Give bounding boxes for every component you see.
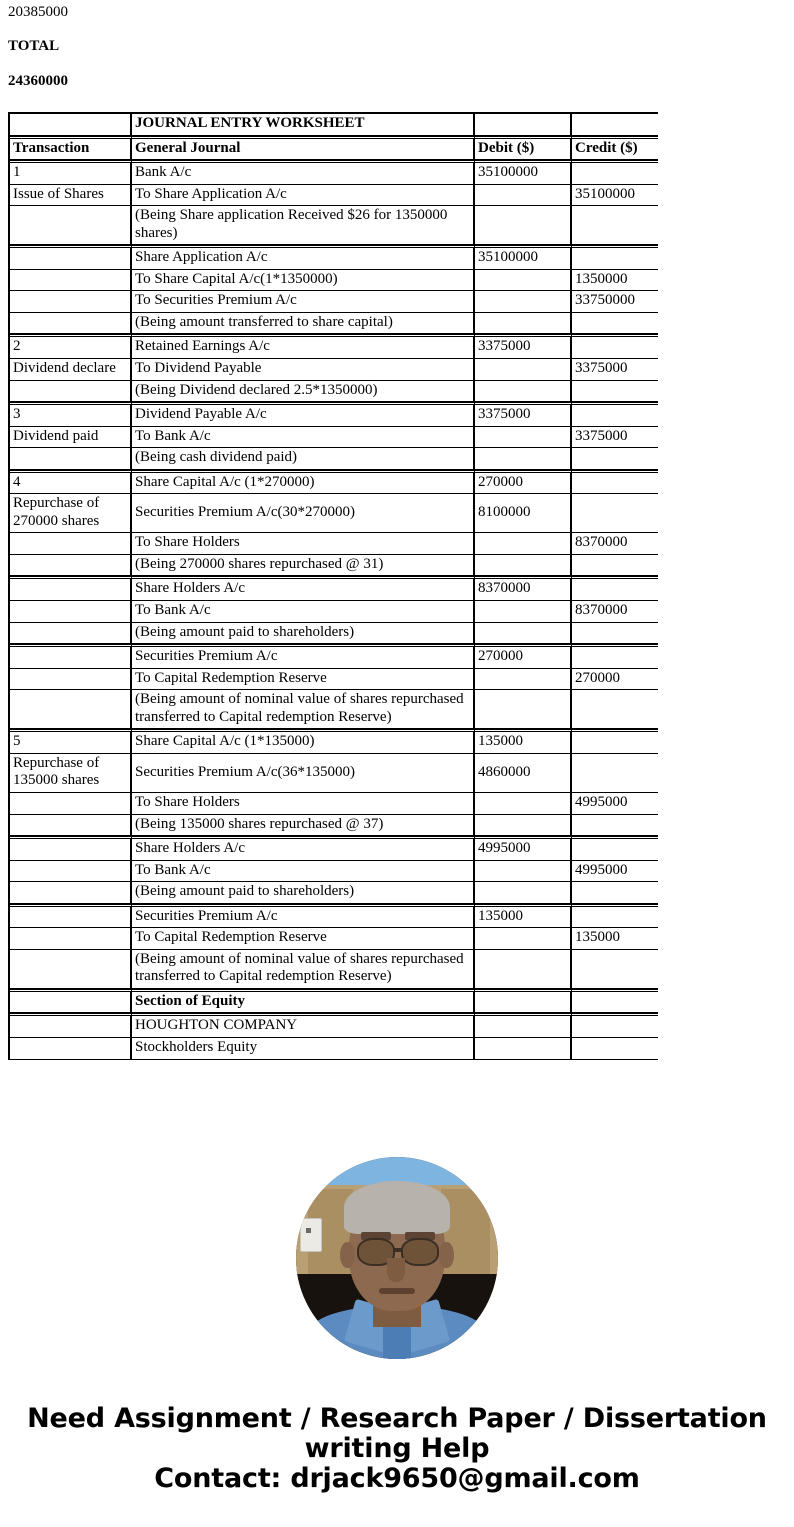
cell-debit: 4995000 [475, 836, 572, 861]
cell-debit [475, 601, 572, 623]
cell-transaction [10, 206, 132, 245]
cell-general-journal: Bank A/c [132, 160, 475, 185]
cell-debit [475, 270, 572, 292]
cell-transaction [10, 644, 132, 669]
cell-credit: 8370000 [572, 601, 658, 623]
table-row [10, 793, 658, 815]
photo-earR-shape [439, 1242, 453, 1268]
table-row [10, 989, 658, 1014]
cell-credit [572, 836, 658, 861]
cell-credit: 270000 [572, 669, 658, 691]
cell-debit: 270000 [475, 644, 572, 669]
table-row [10, 555, 658, 577]
cell-credit [572, 950, 658, 989]
cell-transaction [10, 669, 132, 691]
table-row [10, 815, 658, 837]
cell-general-journal: To Dividend Payable [132, 359, 475, 381]
table-row [10, 623, 658, 645]
cell-debit [475, 928, 572, 950]
total-label: TOTAL [8, 38, 60, 55]
cell-credit: 8370000 [572, 533, 658, 555]
cell-credit: 35100000 [572, 185, 658, 207]
cell-general-journal: (Being 135000 shares repurchased @ 37) [132, 815, 475, 837]
cell-credit [572, 644, 658, 669]
cell-debit: 135000 [475, 904, 572, 929]
cell-general-journal: (Being amount of nominal value of shares repurchased transferred to Capital redemption Reserve) [132, 690, 475, 729]
cell-transaction [10, 1013, 132, 1038]
table-row [10, 381, 658, 403]
cell-transaction: Repurchase of 135000 shares [10, 754, 132, 793]
cell-credit: 4995000 [572, 861, 658, 883]
cell-transaction [10, 245, 132, 270]
cell-transaction: Dividend paid [10, 427, 132, 449]
cell-transaction [10, 623, 132, 645]
cell-transaction [10, 793, 132, 815]
table-row [10, 245, 658, 270]
cell-credit [572, 206, 658, 245]
cell-credit [572, 448, 658, 470]
cell-debit: 35100000 [475, 160, 572, 185]
table-row [10, 861, 658, 883]
cell-transaction [10, 381, 132, 403]
cell-credit [572, 1038, 658, 1060]
cell-transaction [10, 836, 132, 861]
cell-general-journal: (Being 270000 shares repurchased @ 31) [132, 555, 475, 577]
footer-line-3: Contact: drjack9650@gmail.com [154, 1463, 640, 1495]
cell-debit [475, 448, 572, 470]
table-row [10, 928, 658, 950]
cell-general-journal: Share Application A/c [132, 245, 475, 270]
cell-general-journal: To Capital Redemption Reserve [132, 928, 475, 950]
cell-general-journal: Securities Premium A/c [132, 644, 475, 669]
column-header-general-journal: General Journal [132, 136, 475, 161]
cell-credit: 1350000 [572, 270, 658, 292]
cell-transaction: Issue of Shares [10, 185, 132, 207]
cell-general-journal: To Bank A/c [132, 861, 475, 883]
cell-credit [572, 576, 658, 601]
table-row [10, 402, 658, 427]
cell-general-journal: Share Holders A/c [132, 836, 475, 861]
table-row [10, 206, 658, 245]
cell-transaction [10, 576, 132, 601]
table-row [10, 904, 658, 929]
cell-general-journal: (Being Share application Received $26 for 1350000 shares) [132, 206, 475, 245]
cell-debit: 4860000 [475, 754, 572, 793]
cell-credit: 33750000 [572, 291, 658, 313]
cell-transaction [10, 989, 132, 1014]
photo-mouth-shape [379, 1288, 415, 1294]
total-amount: 24360000 [8, 72, 68, 89]
cell-credit [572, 1013, 658, 1038]
cell-general-journal: To Share Capital A/c(1*1350000) [132, 270, 475, 292]
cell-transaction: Repurchase of 270000 shares [10, 494, 132, 533]
cell-credit [572, 494, 658, 533]
table-row [10, 270, 658, 292]
cell-transaction [10, 690, 132, 729]
cell-general-journal: (Being amount transferred to share capital) [132, 313, 475, 335]
cell-general-journal: To Securities Premium A/c [132, 291, 475, 313]
cell-credit: 135000 [572, 928, 658, 950]
cell-transaction [10, 313, 132, 335]
cell-transaction: 2 [10, 334, 132, 359]
cell-transaction: 1 [10, 160, 132, 185]
cell-general-journal: Share Capital A/c (1*270000) [132, 470, 475, 495]
table-row [10, 576, 658, 601]
cell-debit [475, 1013, 572, 1038]
cell-debit [475, 427, 572, 449]
cell-debit [475, 690, 572, 729]
cell-debit [475, 989, 572, 1014]
cell-debit [475, 669, 572, 691]
title-row-credit-cell [572, 114, 658, 136]
cell-general-journal: To Bank A/c [132, 427, 475, 449]
cell-general-journal: (Being amount of nominal value of shares repurchased transferred to Capital redemption Reserve) [132, 950, 475, 989]
cell-credit [572, 334, 658, 359]
cell-transaction [10, 601, 132, 623]
cell-credit [572, 402, 658, 427]
table-row [10, 448, 658, 470]
previous-amount: 20385000 [8, 4, 68, 20]
table-row [10, 882, 658, 904]
table-row [10, 1013, 658, 1038]
cell-transaction: Dividend declare [10, 359, 132, 381]
cell-debit: 135000 [475, 729, 572, 754]
cell-general-journal: HOUGHTON COMPANY [132, 1013, 475, 1038]
cell-transaction: 4 [10, 470, 132, 495]
column-header-transaction: Transaction [10, 136, 132, 161]
cell-general-journal: Stockholders Equity [132, 1038, 475, 1060]
table-row [10, 669, 658, 691]
worksheet-title: JOURNAL ENTRY WORKSHEET [132, 114, 475, 136]
table-row [10, 359, 658, 381]
cell-transaction [10, 904, 132, 929]
cell-credit [572, 882, 658, 904]
cell-credit [572, 470, 658, 495]
cell-debit: 35100000 [475, 245, 572, 270]
table-title-row [10, 114, 658, 136]
cell-debit [475, 185, 572, 207]
photo-glassR-shape [401, 1238, 439, 1266]
cell-general-journal: Securities Premium A/c [132, 904, 475, 929]
cell-general-journal: To Capital Redemption Reserve [132, 669, 475, 691]
cell-general-journal: To Share Application A/c [132, 185, 475, 207]
cell-transaction [10, 815, 132, 837]
cell-credit: 4995000 [572, 793, 658, 815]
cell-debit [475, 793, 572, 815]
cell-debit [475, 555, 572, 577]
table-row [10, 1038, 658, 1060]
cell-debit: 8370000 [475, 576, 572, 601]
table-row [10, 334, 658, 359]
cell-debit [475, 533, 572, 555]
cell-debit [475, 815, 572, 837]
table-row [10, 754, 658, 793]
footer-contact-block [0, 1404, 794, 1495]
cell-credit [572, 989, 658, 1014]
photo-bridge-shape [393, 1248, 403, 1252]
cell-general-journal: Share Holders A/c [132, 576, 475, 601]
table-header-row [10, 136, 658, 161]
cell-general-journal: Share Capital A/c (1*135000) [132, 729, 475, 754]
cell-debit: 8100000 [475, 494, 572, 533]
cell-transaction [10, 448, 132, 470]
table-row [10, 533, 658, 555]
table-row [10, 836, 658, 861]
table-row [10, 313, 658, 335]
cell-transaction [10, 555, 132, 577]
journal-table-container [8, 112, 658, 1126]
cell-credit [572, 729, 658, 754]
table-row [10, 729, 658, 754]
journal-entry-table [8, 112, 658, 1060]
table-row [10, 601, 658, 623]
cell-debit [475, 359, 572, 381]
cell-general-journal: Securities Premium A/c(30*270000) [132, 494, 475, 533]
cell-transaction [10, 950, 132, 989]
table-row [10, 185, 658, 207]
cell-credit [572, 754, 658, 793]
cell-credit: 3375000 [572, 359, 658, 381]
cell-transaction: 3 [10, 402, 132, 427]
cell-debit [475, 623, 572, 645]
cell-general-journal: (Being Dividend declared 2.5*1350000) [132, 381, 475, 403]
title-row-transaction-cell [10, 114, 132, 136]
cell-general-journal: Securities Premium A/c(36*135000) [132, 754, 475, 793]
cell-credit [572, 160, 658, 185]
cell-transaction [10, 861, 132, 883]
table-row [10, 291, 658, 313]
table-row [10, 644, 658, 669]
cell-general-journal: To Bank A/c [132, 601, 475, 623]
photo-nose-shape [387, 1258, 405, 1282]
title-row-debit-cell [475, 114, 572, 136]
cell-credit [572, 245, 658, 270]
column-header-credit: Credit ($) [572, 136, 658, 161]
cell-credit [572, 623, 658, 645]
cell-transaction [10, 291, 132, 313]
table-row [10, 427, 658, 449]
avatar [296, 1157, 498, 1359]
cell-general-journal: Dividend Payable A/c [132, 402, 475, 427]
cell-transaction [10, 270, 132, 292]
cell-general-journal: To Share Holders [132, 533, 475, 555]
table-row [10, 494, 658, 533]
cell-general-journal: (Being amount paid to shareholders) [132, 623, 475, 645]
cell-debit: 270000 [475, 470, 572, 495]
cell-general-journal: (Being cash dividend paid) [132, 448, 475, 470]
table-row [10, 950, 658, 989]
cell-debit: 3375000 [475, 402, 572, 427]
top-summary-text [0, 4, 794, 90]
photo-hair-shape [344, 1181, 449, 1234]
cell-credit [572, 690, 658, 729]
table-row [10, 470, 658, 495]
column-header-debit: Debit ($) [475, 136, 572, 161]
cell-debit [475, 206, 572, 245]
footer-line-2: writing Help [304, 1433, 490, 1465]
cell-debit [475, 950, 572, 989]
cell-debit [475, 1038, 572, 1060]
table-row [10, 690, 658, 729]
cell-transaction [10, 882, 132, 904]
cell-transaction [10, 1038, 132, 1060]
cell-credit [572, 555, 658, 577]
cell-credit [572, 381, 658, 403]
cell-credit [572, 815, 658, 837]
cell-transaction [10, 533, 132, 555]
cell-debit [475, 861, 572, 883]
cell-general-journal: (Being amount paid to shareholders) [132, 882, 475, 904]
photo-switch-shape [300, 1218, 322, 1252]
photo-earL-shape [340, 1242, 354, 1268]
cell-debit [475, 291, 572, 313]
cell-debit [475, 313, 572, 335]
cell-credit [572, 313, 658, 335]
cell-general-journal: Section of Equity [132, 989, 475, 1014]
cell-transaction: 5 [10, 729, 132, 754]
cell-debit [475, 882, 572, 904]
footer-line-1: Need Assignment / Research Paper / Dissertation [27, 1403, 767, 1434]
cell-credit: 3375000 [572, 427, 658, 449]
cell-general-journal: To Share Holders [132, 793, 475, 815]
cell-transaction [10, 928, 132, 950]
cell-debit [475, 381, 572, 403]
cell-debit: 3375000 [475, 334, 572, 359]
cell-credit [572, 904, 658, 929]
table-row [10, 160, 658, 185]
cell-general-journal: Retained Earnings A/c [132, 334, 475, 359]
